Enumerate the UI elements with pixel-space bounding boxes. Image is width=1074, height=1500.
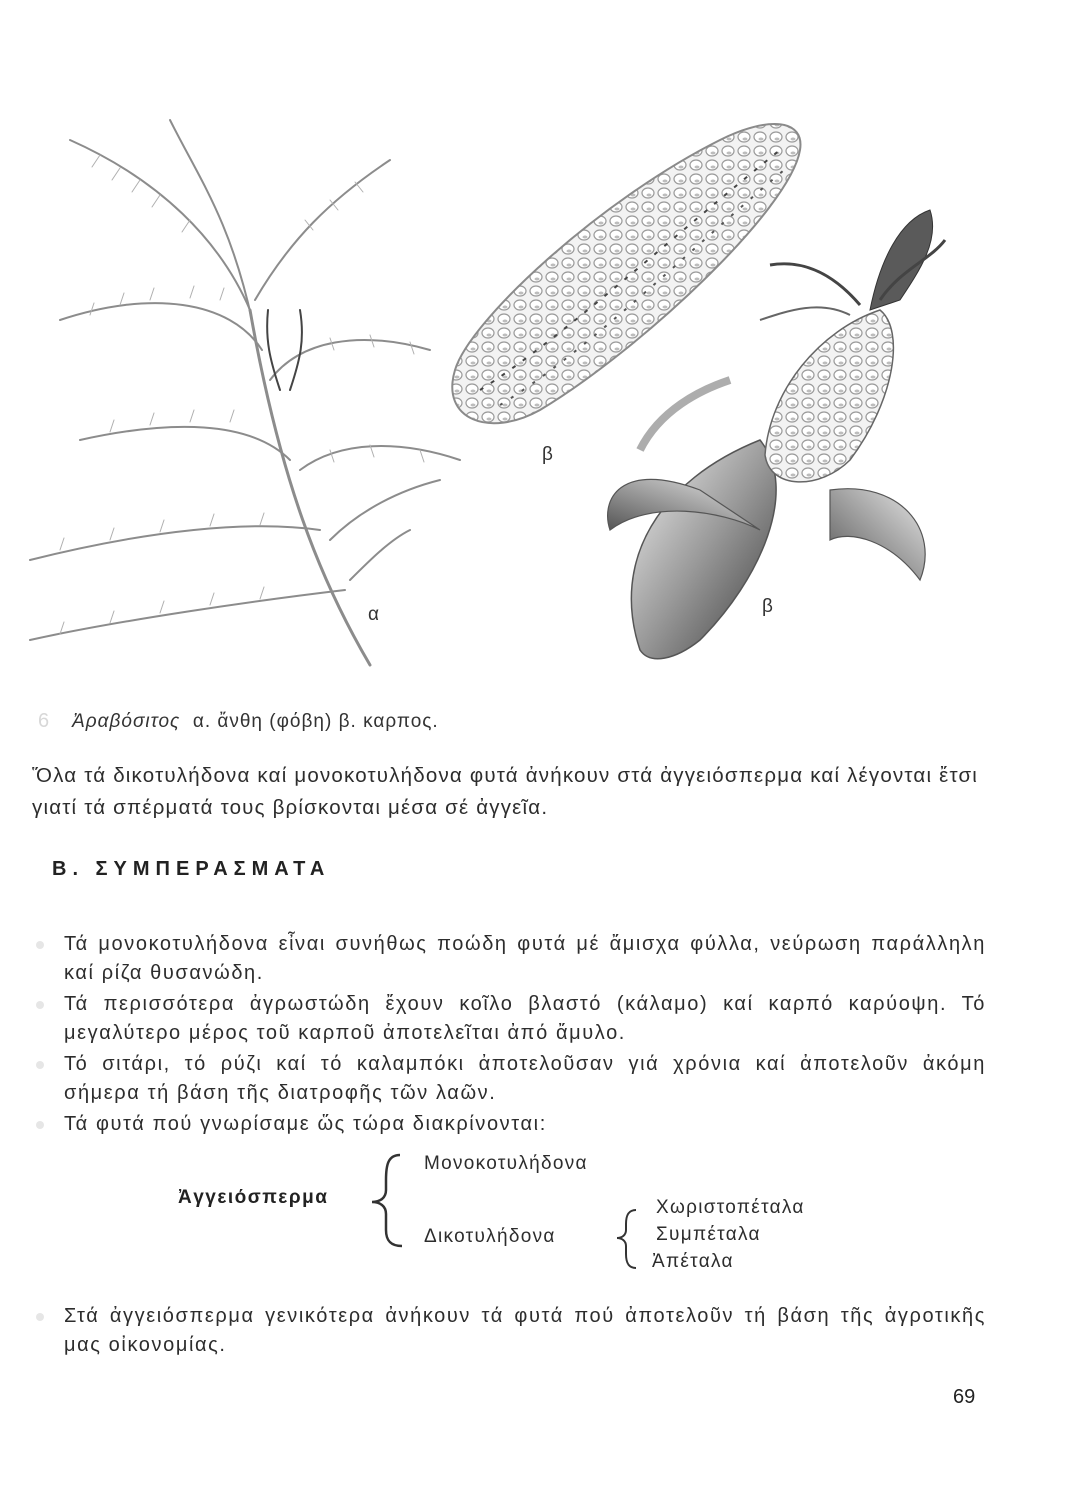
list-item bbox=[36, 1110, 986, 1139]
maize-drawing bbox=[0, 60, 1074, 700]
list-item-text: Τά περισσότερα ἀγρωστώδη ἔχουν κοῖλο βλαστό (κάλαμο) καί καρπό καρύοψη. Τό μεγαλύτερο μέρος τοῦ καρποῦ ἀποτελεῖται ἀπό ἄμυλο. bbox=[64, 993, 986, 1044]
final-list bbox=[36, 1302, 986, 1362]
list-item-text: Τά μονοκοτυλήδονα εἶναι συνήθως ποώδη φυτά μέ ἄμισχα φύλλα, νεύρωση παράλληλη καί ρίζα θυσανώδη. bbox=[64, 933, 986, 984]
conclusions-list bbox=[36, 930, 986, 1141]
classification-tree bbox=[0, 1140, 1074, 1290]
bullet-icon bbox=[36, 1001, 44, 1009]
section-heading: Β. ΣΥΜΠΕΡΑΣΜΑΤΑ bbox=[52, 858, 331, 880]
bullet-icon bbox=[36, 1121, 44, 1129]
list-item-text: Στά ἀγγειόσπερμα γενικότερα ἀνήκουν τά φυτά πού ἀποτελοῦν τή βάση τῆς ἀγροτικῆς μας οἰκονομίας. bbox=[64, 1305, 986, 1356]
page-number: 69 bbox=[953, 1386, 976, 1408]
list-item bbox=[36, 1050, 986, 1108]
corn-cob-drawing bbox=[452, 124, 800, 423]
intro-paragraph: Ὅλα τά δικοτυλήδονα καί μονοκοτυλήδονα φυτά ἀνήκουν στά ἀγγειόσπερμα καί λέγονται ἔτσι γιατί τά σπέρματά τους βρίσκονται μέσα σέ ἀγγεῖα. bbox=[32, 764, 979, 819]
caption-text: α. ἄνθη (φόβη) β. καρπος. bbox=[192, 711, 439, 732]
bullet-icon bbox=[36, 941, 44, 949]
tree-leaf: Χωριστοπέταλα bbox=[656, 1197, 805, 1218]
brace-icon bbox=[372, 1155, 402, 1246]
figure-caption bbox=[38, 710, 439, 733]
tassel-drawing bbox=[30, 120, 460, 665]
list-item bbox=[36, 1302, 986, 1360]
tree-leaf: Ἀπέταλα bbox=[652, 1251, 734, 1272]
list-item bbox=[36, 990, 986, 1048]
tree-root-label: Ἀγγειόσπερμα bbox=[178, 1187, 329, 1208]
figure-number: 6 bbox=[38, 710, 51, 732]
tree-node-di: Δικοτυλήδονα bbox=[424, 1226, 556, 1247]
figure-label-a: α bbox=[368, 604, 379, 625]
bullet-icon bbox=[36, 1061, 44, 1069]
tree-node-mono: Μονοκοτυλήδονα bbox=[424, 1153, 588, 1174]
list-item bbox=[36, 930, 986, 988]
maize-illustration bbox=[0, 60, 1074, 700]
caption-title: Ἀραβόσιτος bbox=[72, 711, 181, 732]
list-item-text: Τό σιτάρι, τό ρύζι καί τό καλαμπόκι ἀποτελοῦσαν γιά χρόνια καί ἀποτελοῦν ἀκόμη σήμερα τή βάση τῆς διατροφῆς τῶν λαῶν. bbox=[64, 1053, 986, 1104]
list-item-text: Τά φυτά πού γνωρίσαμε ὥς τώρα διακρίνονται: bbox=[64, 1113, 547, 1135]
bullet-icon bbox=[36, 1313, 44, 1321]
tree-leaf: Συμπέταλα bbox=[656, 1224, 761, 1245]
brace-icon bbox=[617, 1210, 636, 1268]
figure-label-b-cob: β bbox=[542, 444, 553, 465]
figure-label-b-husk: β bbox=[762, 596, 773, 617]
